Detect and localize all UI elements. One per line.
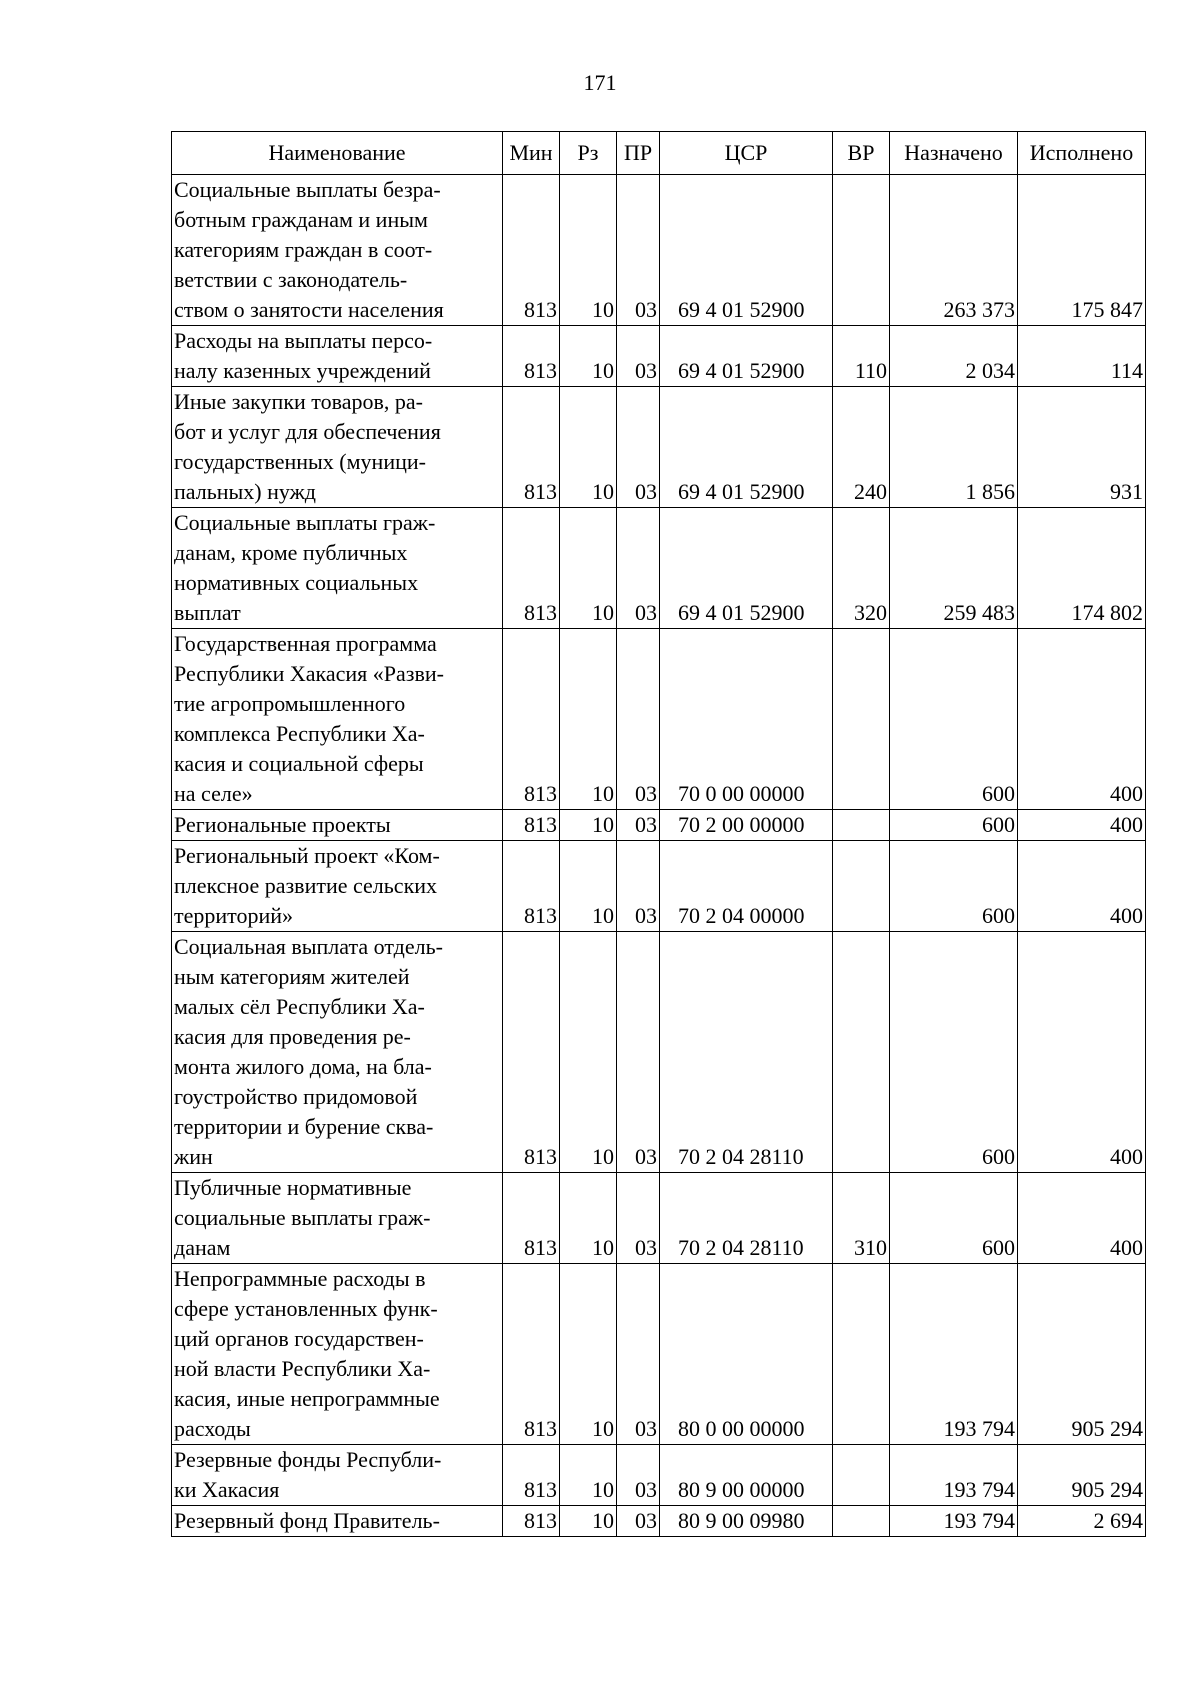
cell-pr: 03 xyxy=(617,175,660,326)
table-row xyxy=(172,508,1146,629)
cell-csr: 69 4 01 52900 xyxy=(660,326,833,387)
cell-executed: 905 294 xyxy=(1018,1264,1146,1445)
cell-executed: 931 xyxy=(1018,387,1146,508)
budget-table xyxy=(171,131,1146,1537)
cell-csr: 69 4 01 52900 xyxy=(660,508,833,629)
cell-executed: 400 xyxy=(1018,932,1146,1173)
cell-pr: 03 xyxy=(617,1445,660,1506)
cell-pr: 03 xyxy=(617,1264,660,1445)
cell-rz: 10 xyxy=(560,1506,617,1537)
cell-assigned: 259 483 xyxy=(890,508,1018,629)
cell-rz: 10 xyxy=(560,175,617,326)
cell-executed: 400 xyxy=(1018,841,1146,932)
cell-rz: 10 xyxy=(560,810,617,841)
cell-min: 813 xyxy=(503,326,560,387)
cell-name: Социальная выплата отдель- ным категориям жителей малых сёл Республики Ха- касия для проведения ре- монта жилого дома, на бла- гоустройство придомовой территории и бурение сква- жин xyxy=(172,932,503,1173)
cell-csr: 70 2 04 28110 xyxy=(660,1173,833,1264)
table-row xyxy=(172,387,1146,508)
table-row xyxy=(172,629,1146,810)
cell-vr: 320 xyxy=(833,508,890,629)
cell-vr xyxy=(833,175,890,326)
cell-name: Социальные выплаты граж- данам, кроме публичных нормативных социальных выплат xyxy=(172,508,503,629)
cell-assigned: 193 794 xyxy=(890,1445,1018,1506)
cell-min: 813 xyxy=(503,932,560,1173)
cell-executed: 114 xyxy=(1018,326,1146,387)
cell-rz: 10 xyxy=(560,508,617,629)
cell-pr: 03 xyxy=(617,629,660,810)
cell-vr: 110 xyxy=(833,326,890,387)
table-row xyxy=(172,1173,1146,1264)
cell-executed: 2 694 xyxy=(1018,1506,1146,1537)
cell-pr: 03 xyxy=(617,326,660,387)
cell-rz: 10 xyxy=(560,1173,617,1264)
cell-rz: 10 xyxy=(560,387,617,508)
cell-vr xyxy=(833,932,890,1173)
page-number: 171 xyxy=(583,70,617,95)
cell-vr xyxy=(833,1506,890,1537)
table-row xyxy=(172,326,1146,387)
header-executed: Исполнено xyxy=(1018,132,1146,175)
cell-rz: 10 xyxy=(560,326,617,387)
cell-name: Непрограммные расходы в сфере установленных функ- ций органов государствен- ной власти Республики Ха- касия, иные непрограммные расходы xyxy=(172,1264,503,1445)
cell-name: Государственная программа Республики Хакасия «Разви- тие агропромышленного комплекса Республики Ха- касия и социальной сферы на селе» xyxy=(172,629,503,810)
cell-executed: 400 xyxy=(1018,810,1146,841)
cell-pr: 03 xyxy=(617,810,660,841)
table-row xyxy=(172,1506,1146,1537)
cell-name: Резервные фонды Республи- ки Хакасия xyxy=(172,1445,503,1506)
cell-csr: 69 4 01 52900 xyxy=(660,175,833,326)
cell-pr: 03 xyxy=(617,1173,660,1264)
cell-pr: 03 xyxy=(617,508,660,629)
cell-rz: 10 xyxy=(560,932,617,1173)
header-pr: ПР xyxy=(617,132,660,175)
cell-assigned: 600 xyxy=(890,810,1018,841)
cell-vr: 240 xyxy=(833,387,890,508)
cell-min: 813 xyxy=(503,841,560,932)
cell-csr: 80 0 00 00000 xyxy=(660,1264,833,1445)
header-vr: ВР xyxy=(833,132,890,175)
cell-name: Публичные нормативные социальные выплаты граж- данам xyxy=(172,1173,503,1264)
cell-csr: 69 4 01 52900 xyxy=(660,387,833,508)
header-assigned: Назначено xyxy=(890,132,1018,175)
cell-assigned: 2 034 xyxy=(890,326,1018,387)
cell-min: 813 xyxy=(503,1264,560,1445)
cell-name: Региональный проект «Ком- плексное развитие сельских территорий» xyxy=(172,841,503,932)
cell-assigned: 263 373 xyxy=(890,175,1018,326)
cell-rz: 10 xyxy=(560,1445,617,1506)
header-rz: Рз xyxy=(560,132,617,175)
cell-assigned: 193 794 xyxy=(890,1506,1018,1537)
cell-assigned: 600 xyxy=(890,841,1018,932)
cell-rz: 10 xyxy=(560,1264,617,1445)
table-row xyxy=(172,175,1146,326)
cell-csr: 80 9 00 00000 xyxy=(660,1445,833,1506)
cell-vr xyxy=(833,629,890,810)
cell-min: 813 xyxy=(503,508,560,629)
cell-min: 813 xyxy=(503,387,560,508)
cell-assigned: 600 xyxy=(890,1173,1018,1264)
cell-vr xyxy=(833,1445,890,1506)
cell-csr: 80 9 00 09980 xyxy=(660,1506,833,1537)
cell-min: 813 xyxy=(503,175,560,326)
cell-name: Резервный фонд Правитель- xyxy=(172,1506,503,1537)
table-row xyxy=(172,1264,1146,1445)
table-row xyxy=(172,932,1146,1173)
cell-name: Иные закупки товаров, ра- бот и услуг для обеспечения государственных (муници- пальных) нужд xyxy=(172,387,503,508)
cell-csr: 70 0 00 00000 xyxy=(660,629,833,810)
cell-vr: 310 xyxy=(833,1173,890,1264)
cell-min: 813 xyxy=(503,1506,560,1537)
cell-assigned: 600 xyxy=(890,629,1018,810)
cell-executed: 175 847 xyxy=(1018,175,1146,326)
cell-csr: 70 2 00 00000 xyxy=(660,810,833,841)
cell-min: 813 xyxy=(503,1445,560,1506)
cell-name: Расходы на выплаты персо- налу казенных учреждений xyxy=(172,326,503,387)
cell-executed: 174 802 xyxy=(1018,508,1146,629)
cell-rz: 10 xyxy=(560,841,617,932)
cell-pr: 03 xyxy=(617,932,660,1173)
cell-min: 813 xyxy=(503,810,560,841)
cell-min: 813 xyxy=(503,1173,560,1264)
cell-assigned: 1 856 xyxy=(890,387,1018,508)
cell-executed: 905 294 xyxy=(1018,1445,1146,1506)
cell-pr: 03 xyxy=(617,841,660,932)
cell-csr: 70 2 04 00000 xyxy=(660,841,833,932)
cell-name: Региональные проекты xyxy=(172,810,503,841)
table-header-row xyxy=(172,132,1146,175)
header-name: Наименование xyxy=(172,132,503,175)
cell-executed: 400 xyxy=(1018,1173,1146,1264)
table-row xyxy=(172,841,1146,932)
cell-rz: 10 xyxy=(560,629,617,810)
cell-min: 813 xyxy=(503,629,560,810)
cell-pr: 03 xyxy=(617,387,660,508)
cell-assigned: 600 xyxy=(890,932,1018,1173)
table-row xyxy=(172,1445,1146,1506)
cell-vr xyxy=(833,841,890,932)
header-min: Мин xyxy=(503,132,560,175)
cell-csr: 70 2 04 28110 xyxy=(660,932,833,1173)
cell-pr: 03 xyxy=(617,1506,660,1537)
cell-vr xyxy=(833,1264,890,1445)
cell-name: Социальные выплаты безра- ботным гражданам и иным категориям граждан в соот- ветствии с законодатель- ством о занятости населения xyxy=(172,175,503,326)
cell-assigned: 193 794 xyxy=(890,1264,1018,1445)
table-row xyxy=(172,810,1146,841)
cell-executed: 400 xyxy=(1018,629,1146,810)
header-csr: ЦСР xyxy=(660,132,833,175)
cell-vr xyxy=(833,810,890,841)
table-body xyxy=(172,175,1146,1537)
